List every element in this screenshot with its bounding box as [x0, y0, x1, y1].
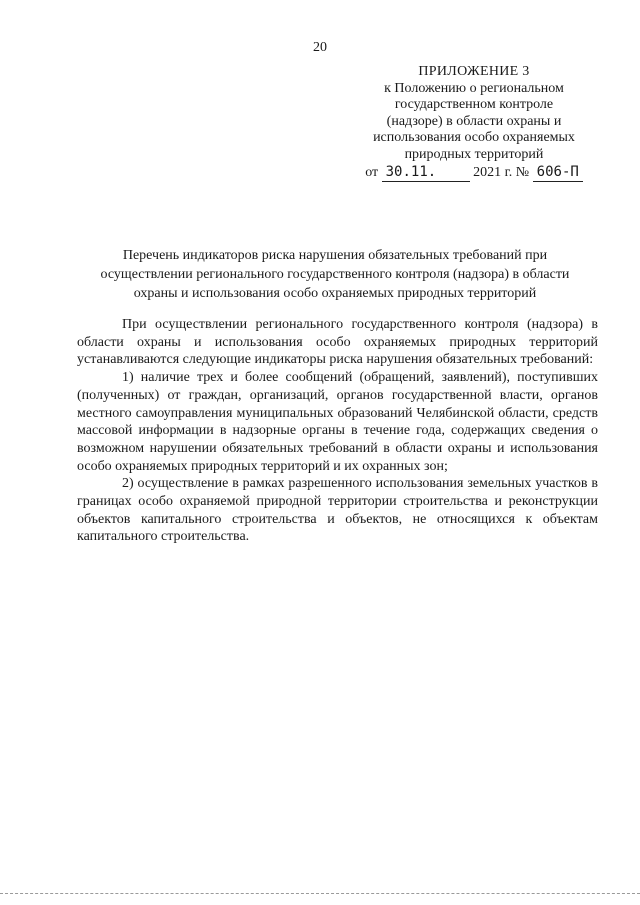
appendix-line-2: государственном контроле: [394, 97, 554, 112]
heading-line-3: охраны и использования особо охраняемых природных территорий: [133, 286, 537, 301]
heading-line-1: Перечень индикаторов риска нарушения обязательных требований при: [122, 248, 548, 263]
appendix-line-3: (надзоре) в области охраны и: [386, 113, 562, 129]
body-text: [77, 316, 598, 546]
document-heading: [70, 246, 600, 303]
heading-line-2: осуществлении регионального государственного контроля (надзора) в области: [100, 267, 570, 282]
appendix-line-4: использования особо охраняемых: [373, 130, 575, 145]
page-number: 20: [313, 40, 327, 55]
document-number: 606-П: [533, 164, 583, 182]
year-text: 2021 г. №: [473, 165, 530, 180]
paragraph-item-1: 1) наличие трех и более сообщений (обращений, заявлений), поступивших (полученных) от граждан, организаций, органов государственной власти, органов местного самоуправления муниципальных образований Челябинской области, средств массовой информации в надзорные органы в течение года, содержащих сведения о возможном нарушении обязательных требований в области охраны и использования особо охраняемых природных территорий и их охранных зон;: [77, 370, 598, 474]
date-prefix: от: [365, 165, 379, 180]
appendix-title: ПРИЛОЖЕНИЕ 3: [418, 64, 530, 79]
bottom-scan-edge: [0, 893, 640, 894]
appendix-line-1: к Положению о региональном: [384, 80, 564, 96]
date-value: 30.11.: [382, 164, 470, 182]
appendix-block: [350, 64, 598, 182]
paragraph-intro: При осуществлении регионального государственного контроля (надзора) в области охраны и использования особо охраняемых природных территорий устанавливаются следующие индикаторы риска нарушения обязательных требований:: [77, 317, 598, 368]
appendix-line-5: природных территорий: [404, 146, 544, 162]
appendix-date-line: [350, 164, 598, 182]
paragraph-item-2: 2) осуществление в рамках разрешенного использования земельных участков в границах особо охраняемой природной территории строительства и реконструкции объектов капитального строительства и объектов, не относящихся к объектам капитального строительства.: [77, 476, 598, 545]
